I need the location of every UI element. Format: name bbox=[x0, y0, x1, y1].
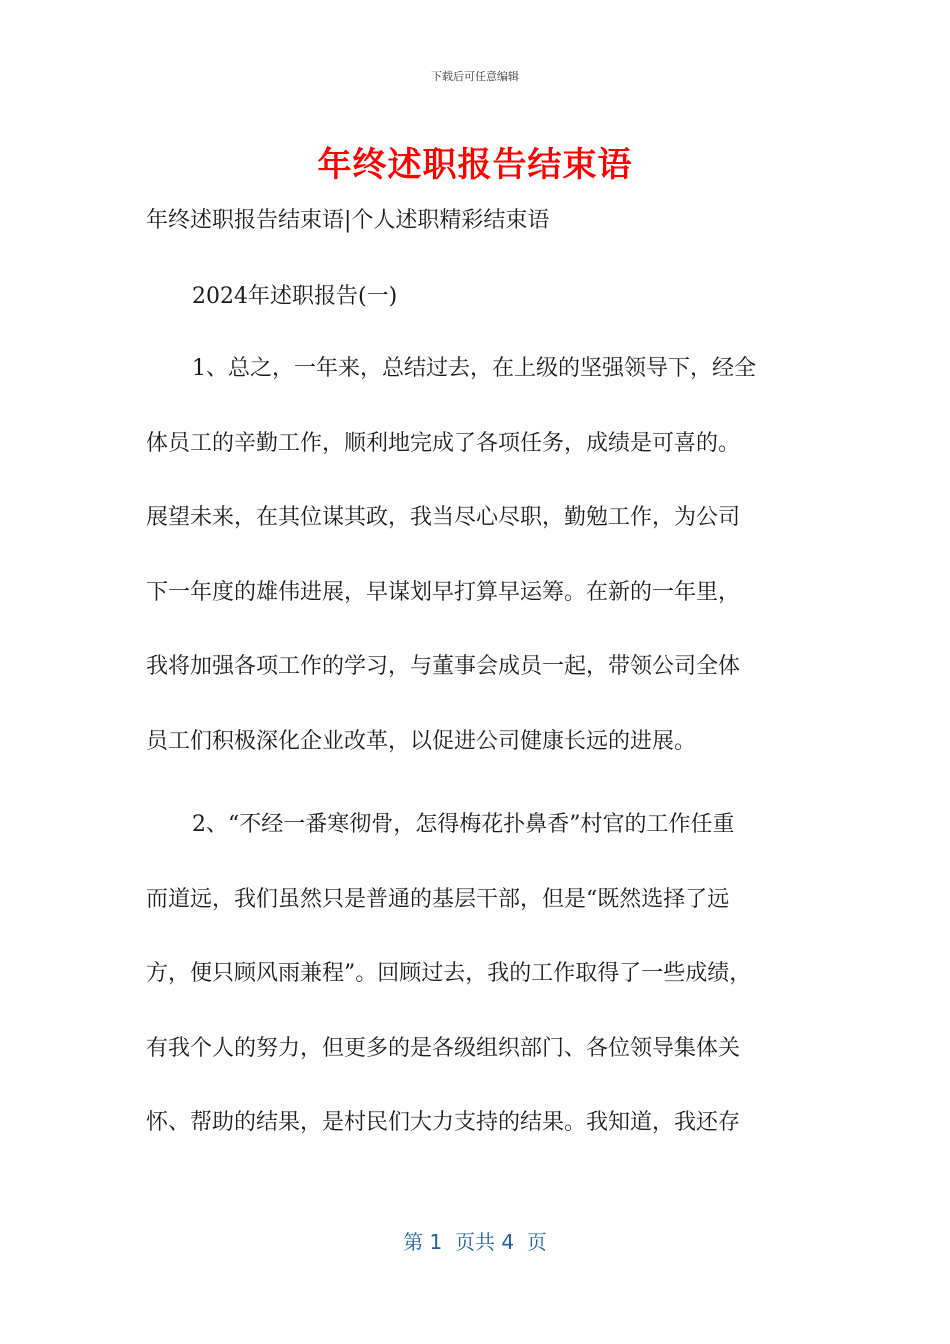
paragraph-line: 展望未来，在其位谋其政，我当尽心尽职，勤勉工作，为公司 bbox=[146, 505, 741, 531]
section-heading: 2024年述职报告(一) bbox=[192, 284, 398, 309]
header-note: 下载后可任意编辑 bbox=[431, 70, 519, 83]
paragraph-line: 怀、帮助的结果，是村民们大力支持的结果。我知道，我还存 bbox=[146, 1110, 741, 1136]
paragraph-1 bbox=[146, 332, 806, 780]
paragraph-line: 我将加强各项工作的学习，与董事会成员一起，带领公司全体 bbox=[146, 654, 741, 680]
page-number-footer: 第 1 页共 4 页 bbox=[403, 1230, 547, 1254]
document-title: 年终述职报告结束语 bbox=[317, 145, 633, 185]
paragraph-line: 有我个人的努力，但更多的是各级组织部门、各位领导集体关 bbox=[146, 1035, 741, 1061]
paragraph-line: 员工们积极深化企业改革，以促进公司健康长远的进展。 bbox=[146, 728, 697, 754]
paragraph-line: 2、“不经一番寒彻骨，怎得梅花扑鼻香”村官的工作任重 bbox=[192, 812, 735, 837]
document-subtitle: 年终述职报告结束语|个人述职精彩结束语 bbox=[146, 208, 550, 233]
paragraph-line: 方，便只顾风雨兼程”。回顾过去，我的工作取得了一些成绩， bbox=[146, 961, 752, 987]
paragraph-2 bbox=[146, 788, 806, 1161]
paragraph-line: 下一年度的雄伟进展，早谋划早打算早运筹。在新的一年里， bbox=[146, 579, 741, 605]
paragraph-line: 而道远，我们虽然只是普通的基层干部，但是“既然选择了远 bbox=[146, 886, 730, 912]
paragraph-line: 体员工的辛勤工作，顺利地完成了各项任务，成绩是可喜的。 bbox=[146, 430, 741, 456]
paragraph-line: 1、总之，一年来，总结过去，在上级的坚强领导下，经全 bbox=[192, 356, 756, 381]
